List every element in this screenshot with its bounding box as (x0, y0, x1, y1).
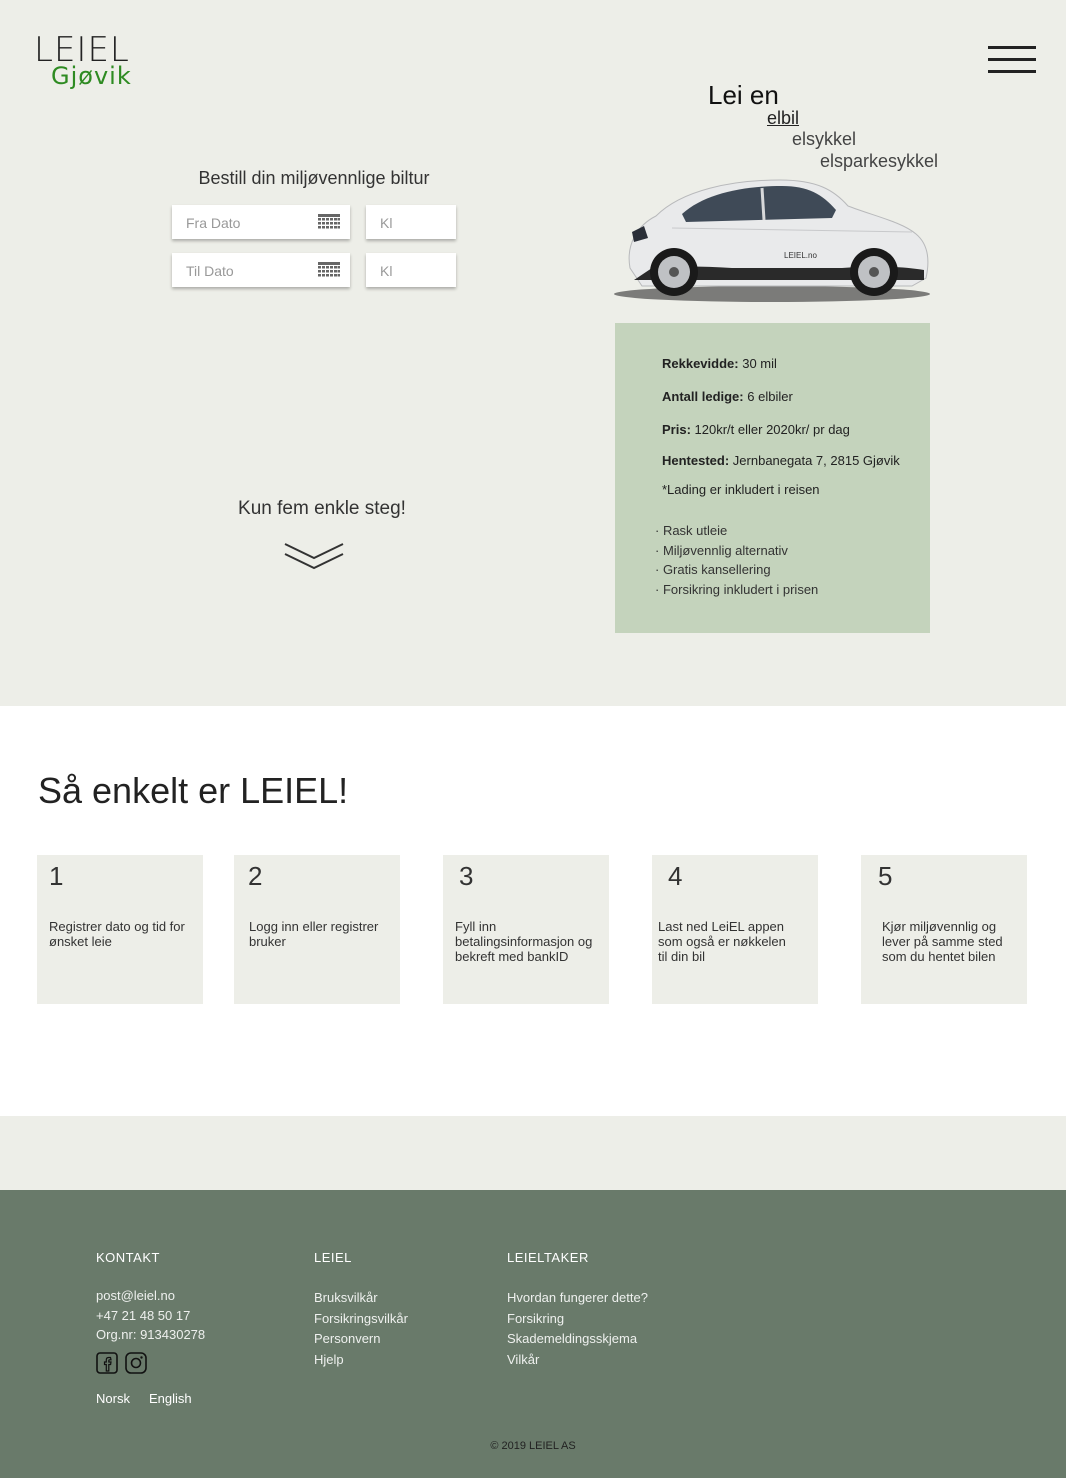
range-row: Rekkevidde: 30 mil (662, 356, 777, 371)
car-badge: LEIEL.no (784, 251, 817, 260)
leiel-links (314, 1288, 408, 1370)
to-time-field[interactable] (366, 253, 456, 287)
step-card-3 (443, 855, 609, 1004)
footer-link-how-it-works[interactable]: Hvordan fungerer dette? (507, 1290, 648, 1305)
to-date-field[interactable] (172, 253, 350, 287)
calendar-icon[interactable] (318, 262, 340, 278)
available-row: Antall ledige: 6 elbiler (662, 389, 793, 404)
lang-english[interactable]: English (149, 1391, 192, 1406)
facebook-icon[interactable] (96, 1352, 118, 1374)
benefits-list (655, 521, 818, 599)
vehicle-type-elbil[interactable]: elbil (767, 108, 800, 128)
list-item: · Rask utleie (655, 523, 728, 538)
step-number: 4 (668, 861, 683, 891)
leietaker-links (507, 1288, 648, 1370)
contact-org: Org.nr: 913430278 (96, 1327, 206, 1342)
steps-hint: Kun fem enkle steg! (238, 498, 406, 519)
car-image (612, 176, 934, 306)
footer-link-forsikring[interactable]: Forsikring (507, 1310, 565, 1326)
footer-link-hjelp[interactable]: Hjelp (314, 1351, 344, 1367)
footer-link-vilkar[interactable]: Vilkår (507, 1351, 540, 1367)
hamburger-menu-icon[interactable] (986, 44, 1038, 76)
step-text: Registrer dato og tid for ønsket leie (49, 919, 185, 949)
step-number: 2 (248, 861, 263, 891)
list-item: · Gratis kansellering (655, 562, 771, 577)
step-card-1 (37, 855, 203, 1004)
step-number: 1 (49, 861, 64, 891)
chevron-down-icon[interactable] (282, 540, 346, 574)
footer-link-skademelding[interactable]: Skademeldingsskjema (507, 1331, 638, 1346)
step-text: Logg inn eller registrer bruker (249, 919, 379, 949)
pickup-row: Hentested: Jernbanegata 7, 2815 Gjøvik (662, 453, 900, 468)
logo-city[interactable]: Gjøvik (51, 62, 132, 90)
step-card-5 (861, 855, 1027, 1004)
footer-link-bruksvilkar[interactable]: Bruksvilkår (314, 1290, 378, 1305)
instagram-icon[interactable] (125, 1352, 147, 1374)
from-date-placeholder: Fra Dato (186, 215, 241, 231)
footer (0, 1190, 1066, 1478)
price-row: Pris: 120kr/t eller 2020kr/ pr dag (662, 422, 850, 437)
step-number: 3 (459, 861, 474, 891)
vehicle-type-elsykkel[interactable]: elsykkel (792, 129, 857, 149)
step-card-2 (234, 855, 400, 1004)
lang-norsk[interactable]: Norsk (96, 1391, 130, 1406)
vehicle-type-elsparkesykkel[interactable]: elsparkesykkel (820, 151, 939, 171)
footer-link-personvern[interactable]: Personvern (314, 1331, 381, 1346)
list-item: · Miljøvennlig alternativ (655, 542, 788, 558)
to-date-placeholder: Til Dato (186, 263, 234, 279)
copyright: © 2019 LEIEL AS (490, 1440, 576, 1452)
footer-heading-kontakt: KONTAKT (96, 1250, 160, 1265)
contact-info (96, 1286, 205, 1345)
step-text: Last ned LeiEL appen som også er nøkkelen til din bil (658, 919, 786, 964)
from-time-placeholder: Kl (380, 215, 393, 231)
contact-email[interactable]: post@leiel.no (96, 1288, 175, 1303)
footer-heading-leiel: LEIEL (314, 1250, 352, 1265)
from-time-field[interactable] (366, 205, 456, 239)
booking-title: Bestill din miljøvennlige biltur (198, 168, 430, 188)
footer-heading-leietaker: LEIELTAKER (507, 1250, 589, 1265)
step-card-4 (652, 855, 818, 1004)
logo-text[interactable]: LEIEL (34, 30, 130, 70)
footer-link-forsikringsvilkar[interactable]: Forsikringsvilkår (314, 1310, 408, 1326)
step-number: 5 (878, 861, 893, 891)
to-time-placeholder: Kl (380, 263, 393, 279)
calendar-icon[interactable] (318, 214, 340, 230)
from-date-field[interactable] (172, 205, 350, 239)
step-text: Fyll inn betalingsinformasjon og bekreft med bankID (455, 919, 593, 964)
charging-note: *Lading er inkludert i reisen (662, 482, 820, 497)
rent-heading: Lei en (708, 80, 779, 110)
car-info-panel (615, 323, 930, 633)
step-text: Kjør miljøvennlig og lever på samme sted som du hentet bilen (882, 919, 1003, 964)
list-item: · Forsikring inkludert i prisen (655, 581, 819, 597)
steps-title: Så enkelt er LEIEL! (38, 770, 349, 811)
contact-phone[interactable]: +47 21 48 50 17 (96, 1307, 191, 1323)
